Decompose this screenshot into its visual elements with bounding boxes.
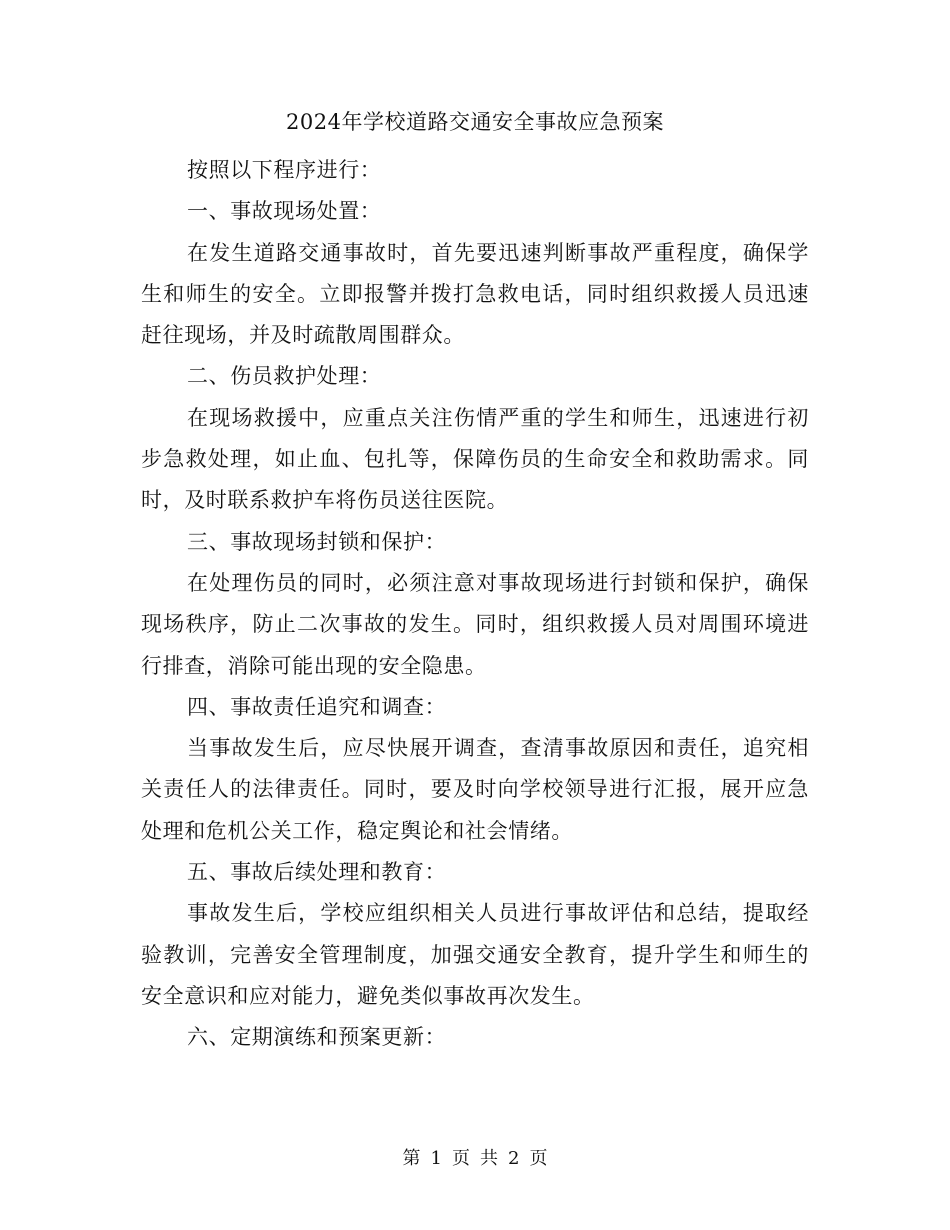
section-body-2: 在现场救援中，应重点关注伤情严重的学生和师生，迅速进行初步急救处理，如止血、包扎等，保障伤员的生命安全和救助需求。同时，及时联系救护车将伤员送往医院。 [141,405,809,513]
section-heading-3: 三、事故现场封锁和保护： [187,529,447,554]
section-heading-1: 一、事故现场处置： [187,199,382,224]
footer-label-unit: 页 [452,1148,470,1169]
footer-label-unit-end: 页 [529,1148,548,1169]
document-title: 2024年学校道路交通安全事故应急预案 [286,110,664,134]
section-heading-5: 五、事故后续处理和教育： [187,860,447,885]
intro-text: 按照以下程序进行： [187,158,382,182]
section-body-5: 事故发生后，学校应组织相关人员进行事故评估和总结，提取经验教训，完善安全管理制度，加强交通安全教育，提升学生和师生的安全意识和应对能力，避免类似事故再次发生。 [141,901,809,1008]
footer-label-page: 第 [402,1148,421,1169]
section-heading-2: 二、伤员救护处理： [187,364,382,389]
footer-label-total: 共 [480,1148,498,1169]
section-heading-6: 六、定期演练和预案更新： [187,1025,447,1050]
section-body-4: 当事故发生后，应尽快展开调查，查清事故原因和责任，追究相关责任人的法律责任。同时，要及时向学校领导进行汇报，展开应急处理和危机公关工作，稳定舆论和社会情绪。 [141,736,809,843]
section-body-3: 在处理伤员的同时，必须注意对事故现场进行封锁和保护，确保现场秩序，防止二次事故的发生。同时，组织救援人员对周围环境进行排查，消除可能出现的安全隐患。 [141,570,809,678]
section-body-1: 在发生道路交通事故时，首先要迅速判断事故严重程度，确保学生和师生的安全。立即报警并拨打急救电话，同时组织救援人员迅速赶往现场，并及时疏散周围群众。 [141,240,809,348]
page-footer [0,1145,950,1173]
document-body [141,150,809,1059]
footer-total-pages: 2 [508,1148,520,1169]
footer-current-page: 1 [430,1148,442,1169]
section-heading-4: 四、事故责任追究和调查： [187,694,447,719]
